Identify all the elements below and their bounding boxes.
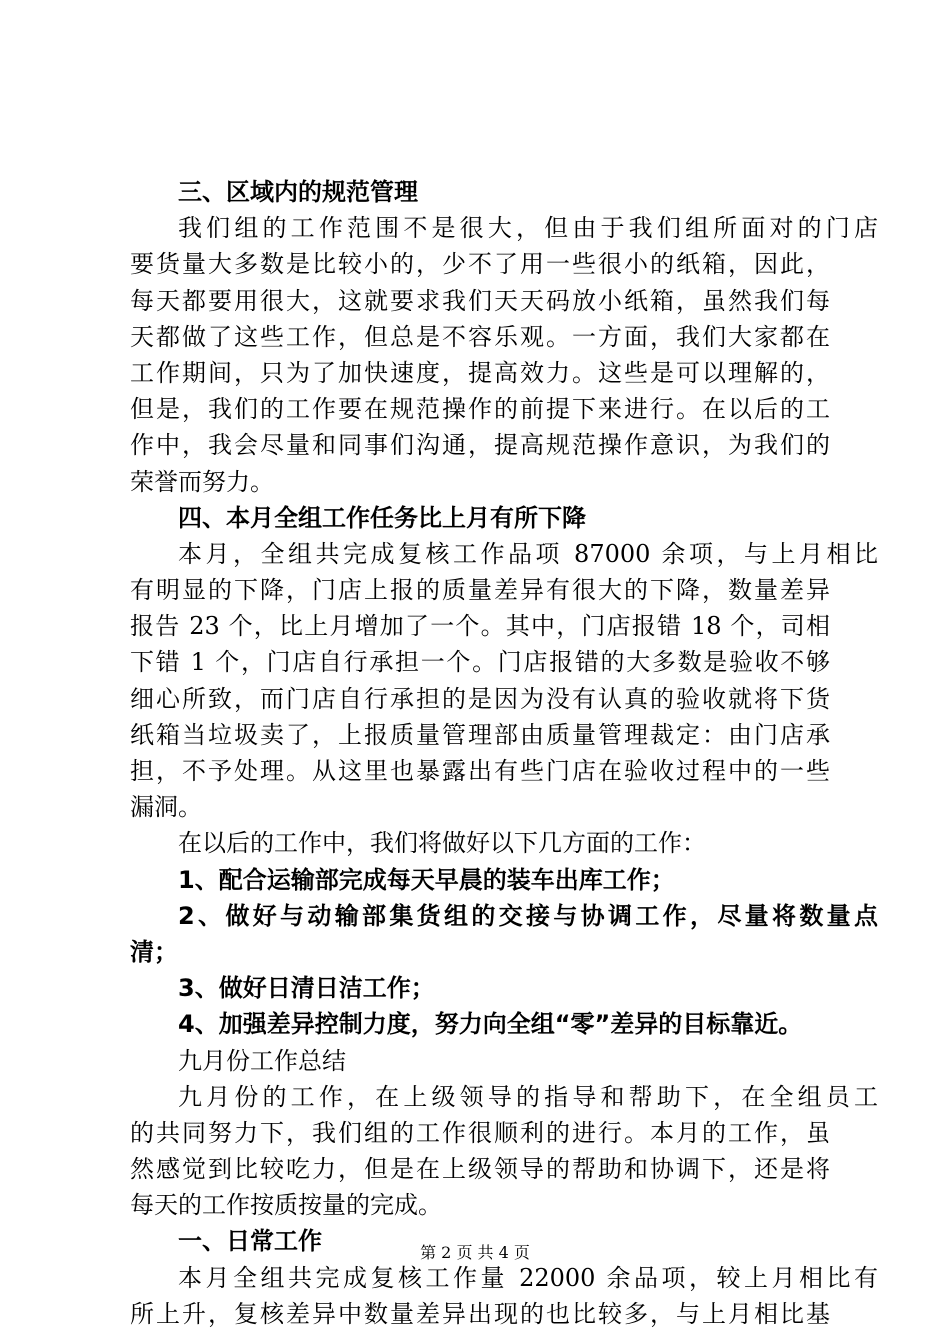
paragraph-line: 所上升，复核差异中数量差异出现的也比较多，与上月相比基 <box>130 1299 830 1328</box>
document-body <box>130 174 878 1332</box>
section-heading-line: 1、配合运输部完成每天早晨的装车出库工作； <box>178 865 675 894</box>
paragraph-line: 荣誉而努力。 <box>130 467 274 496</box>
paragraph-line: 本月，全组共完成复核工作品项 87000 余项，与上月相比 <box>178 539 878 568</box>
paragraph-line: 在以后的工作中，我们将做好以下几方面的工作： <box>178 829 706 858</box>
paragraph-line: 每天都要用很大，这就要求我们天天码放小纸箱，虽然我们每 <box>130 286 830 315</box>
section-heading-line: 一、日常工作 <box>178 1227 322 1256</box>
paragraph-line: 担，不予处理。从这里也暴露出有些门店在验收过程中的一些 <box>130 757 830 785</box>
section-heading-line: 四、本月全组工作任务比上月有所下降 <box>178 503 586 532</box>
page-footer: 第 2 页 共 4 页 <box>420 1243 530 1262</box>
paragraph-line: 天都做了这些工作，但总是不容乐观。一方面，我们大家都在 <box>130 322 830 351</box>
section-heading-line: 2、做好与动输部集货组的交接与协调工作，尽量将数量点 <box>178 901 878 930</box>
section-heading-line: 4、加强差异控制力度，努力向全组“零”差异的目标靠近。 <box>178 1010 803 1039</box>
paragraph-line: 作中，我会尽量和同事们沟通，提高规范操作意识，为我们的 <box>130 431 830 460</box>
paragraph-line: 九月份工作总结 <box>178 1046 346 1075</box>
paragraph-line: 我们组的工作范围不是很大，但由于我们组所面对的门店 <box>178 214 878 243</box>
paragraph-line: 每天的工作按质按量的完成。 <box>130 1191 442 1220</box>
section-heading-line: 三、区域内的规范管理 <box>178 178 418 206</box>
paragraph-line: 要货量大多数是比较小的，少不了用一些很小的纸箱，因此， <box>130 250 830 279</box>
paragraph-line: 然感觉到比较吃力，但是在上级领导的帮助和协调下，还是将 <box>130 1155 830 1184</box>
paragraph-line: 但是，我们的工作要在规范操作的前提下来进行。在以后的工 <box>130 395 830 424</box>
paragraph-line: 本月全组共完成复核工作量 22000 余品项，较上月相比有 <box>178 1263 878 1292</box>
paragraph-line: 细心所致，而门店自行承担的是因为没有认真的验收就将下货 <box>130 684 830 713</box>
section-heading-line: 清； <box>130 937 178 966</box>
paragraph-line: 纸箱当垃圾卖了，上报质量管理部由质量管理裁定：由门店承 <box>130 720 830 749</box>
paragraph-line: 报告 23 个，比上月增加了一个。其中，门店报错 18 个，司相 <box>130 612 830 641</box>
paragraph-line: 下错 1 个，门店自行承担一个。门店报错的大多数是验收不够 <box>130 648 830 677</box>
paragraph-line: 漏洞。 <box>130 793 202 822</box>
paragraph-line: 的共同努力下，我们组的工作很顺利的进行。本月的工作，虽 <box>130 1118 830 1147</box>
paragraph-line: 有明显的下降，门店上报的质量差异有很大的下降，数量差异 <box>130 576 830 605</box>
section-heading-line: 3、做好日清日洁工作； <box>178 974 435 1003</box>
paragraph-line: 九月份的工作，在上级领导的指导和帮助下，在全组员工 <box>178 1082 878 1111</box>
paragraph-line: 工作期间，只为了加快速度，提高效力。这些是可以理解的， <box>130 358 830 387</box>
